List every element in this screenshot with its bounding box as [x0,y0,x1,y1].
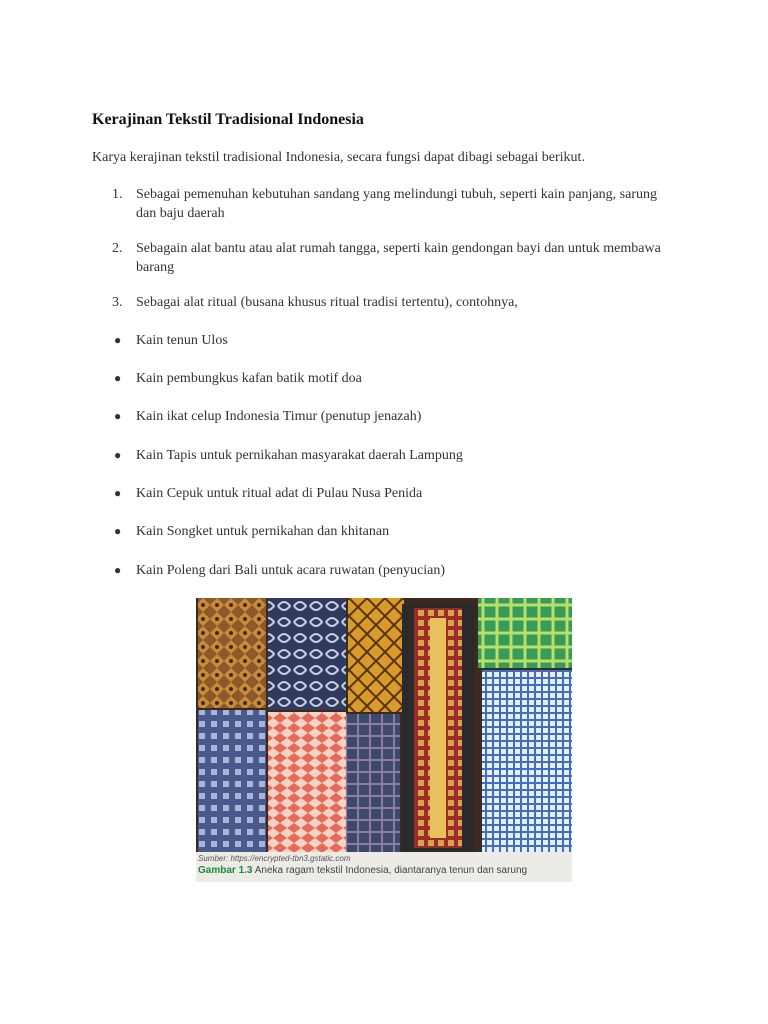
document-title: Kerajinan Tekstil Tradisional Indonesia [92,111,364,128]
item-text: Sebagai pemenuhan kebutuhan sandang yang melindungi tubuh, seperti kain panjang, sarung dan baju daerah [136,187,657,221]
bullet-icon: ● [114,333,122,347]
bullet-text: Kain tenun Ulos [136,333,228,348]
textile-figure [196,598,572,882]
bullet-item [112,484,672,503]
bullet-icon: ● [114,563,122,577]
figure-caption [196,852,572,882]
figure-source: Sumber: https://encrypted-tbn3.gstatic.com [198,854,351,863]
bullet-icon: ● [114,486,122,500]
intro-paragraph: Karya kerajinan tekstil tradisional Indonesia, secara fungsi dapat dibagi sebagai berikut. [92,150,585,165]
bullet-text: Kain pembungkus kafan batik motif doa [136,371,362,386]
numbered-item [112,239,672,277]
item-text: Sebagai alat ritual (busana khusus ritual tradisi tertentu), contohnya, [136,295,518,310]
bullet-item [112,369,672,388]
bullet-item [112,561,672,580]
bullet-icon: ● [114,524,122,538]
bullet-text: Kain ikat celup Indonesia Timur (penutup jenazah) [136,409,422,424]
numbered-item [112,293,672,312]
textile-photo [196,598,572,852]
item-number: 2. [112,241,123,256]
bullet-icon: ● [114,409,122,423]
bullet-item [112,522,672,541]
bullet-text: Kain Songket untuk pernikahan dan khitanan [136,524,390,539]
bullet-icon: ● [114,371,122,385]
figure-label: Gambar 1.3 [198,865,253,876]
item-text: Sebagain alat bantu atau alat rumah tangga, seperti kain gendongan bayi dan untuk membawa barang [136,241,661,275]
bullet-item [112,407,672,426]
figure-caption-text [198,865,527,876]
numbered-item [112,185,672,223]
item-number: 3. [112,295,123,310]
bullet-text: Kain Cepuk untuk ritual adat di Pulau Nusa Penida [136,486,423,501]
bullet-item [112,331,672,350]
bullet-text: Kain Tapis untuk pernikahan masyarakat daerah Lampung [136,448,463,463]
bullet-item [112,446,672,465]
bullet-text: Kain Poleng dari Bali untuk acara ruwatan (penyucian) [136,563,446,578]
item-number: 1. [112,187,123,202]
figure-description: Aneka ragam tekstil Indonesia, diantaranya tenun dan sarung [254,865,528,876]
bullet-icon: ● [114,448,122,462]
